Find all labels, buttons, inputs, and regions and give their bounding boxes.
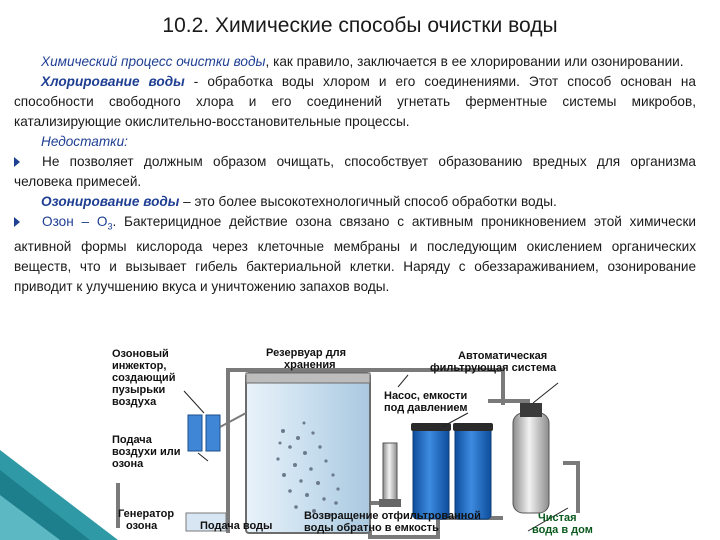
bullet-ozone-text: . Бактерицидное действие озона связано с активным проникновением этой химически активной формы кислорода через клеточные мембраны и последующим окислением органических веществ, что и вызывает гибель бактериальной клетки. Наряду с обеззараживанием, озонирование приводит к улучшению вкуса и уничтожению запахов воды. bbox=[14, 214, 696, 294]
term-chlorination: Хлорирование воды bbox=[41, 74, 185, 89]
leader-lines bbox=[184, 375, 568, 531]
label-generator: Генератор озона bbox=[118, 508, 175, 532]
reservoir-tank bbox=[246, 373, 370, 533]
label-clean-water: Чистая вода в дом bbox=[532, 512, 593, 536]
bullet-disadvantage bbox=[14, 152, 696, 192]
corner-decoration bbox=[0, 440, 120, 540]
label-air-supply: Подача воздухи или озона bbox=[112, 434, 181, 470]
paragraph-chemical-process-text: , как правило, заключается в ее хлорировании или озонировании. bbox=[265, 54, 684, 69]
paragraph-ozonation-text: – это более высокотехнологичный способ обработки воды. bbox=[179, 194, 557, 209]
blue-filters bbox=[411, 423, 493, 519]
disadvantages-heading bbox=[14, 132, 696, 152]
label-water-supply: Подача воды bbox=[200, 520, 273, 532]
term-chemical-process: Химический процесс очистки воды bbox=[41, 54, 266, 69]
paragraph-ozonation bbox=[14, 192, 696, 212]
pump bbox=[379, 443, 401, 507]
label-injector: Озоновый инжектор, создающий пузырьки воздуха bbox=[112, 348, 176, 408]
automatic-filter bbox=[513, 403, 549, 513]
ozone-subscript: 3 bbox=[107, 221, 113, 232]
label-auto-filter: Автоматическая фильтрующая система bbox=[430, 350, 557, 374]
slide-title: 10.2. Химические способы очистки воды bbox=[162, 14, 558, 37]
bullet-arrow-icon bbox=[14, 157, 20, 167]
disadvantages-heading-text: Недостатки: bbox=[41, 134, 128, 149]
bullet-disadvantage-text: Не позволяет должным образом очищать, способствует образованию вредных для организма человека примесей. bbox=[14, 154, 696, 189]
label-pump: Насос, емкости под давлением bbox=[384, 390, 468, 414]
term-ozonation: Озонирование воды bbox=[41, 194, 180, 209]
paragraph-chlorination bbox=[14, 72, 696, 132]
paragraph-chlorination-text: - обработка воды хлором и его соединениями. Этот способ основан на способности свободного хлора и его соединений угнетать ферментные системы микробов, катализирующие окислительно-восстановительные процессы. bbox=[14, 74, 696, 129]
bullet-arrow-icon bbox=[14, 217, 20, 227]
slide-body bbox=[14, 52, 696, 297]
ozonation-diagram bbox=[108, 343, 604, 540]
bullet-ozone bbox=[14, 212, 696, 297]
ozone-injector bbox=[188, 413, 246, 451]
paragraph-chemical-process bbox=[14, 52, 696, 72]
label-return: Возвращение отфильтрованной воды обратно в емкость bbox=[304, 510, 481, 534]
label-reservoir: Резервуар для хранения bbox=[266, 347, 347, 371]
term-ozone: Озон – О bbox=[42, 214, 108, 229]
